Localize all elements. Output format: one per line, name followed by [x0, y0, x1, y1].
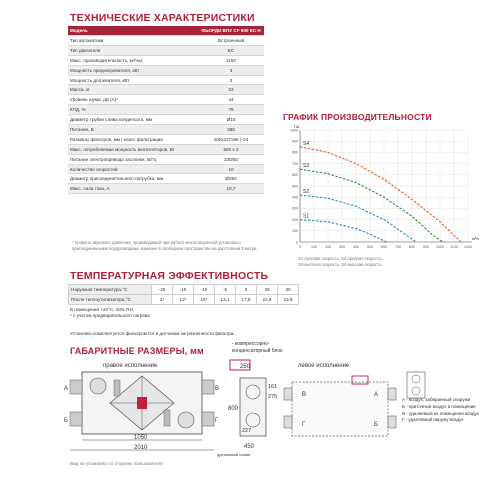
dimensions-title: ГАБАРИТНЫЕ РАЗМЕРЫ, мм — [70, 346, 204, 356]
chart-x-tick-label: 500 — [367, 245, 373, 249]
specs-row — [68, 75, 264, 85]
chart-series-label: S2 — [303, 188, 310, 195]
chart-y-tick-label: 200 — [292, 217, 298, 222]
chart-legend — [298, 256, 418, 268]
compressor-note-line: конденсаторный блок — [232, 347, 283, 354]
specs-row-label: Питание электропривода заслонки, В/Гц — [68, 154, 198, 164]
dim-1050: 1050 — [134, 435, 148, 441]
temperature-cell: 12* — [173, 295, 194, 305]
airflow-side-diagram — [403, 370, 437, 400]
dim-250: 250 — [240, 364, 251, 370]
temperature-note: В помещении +22°С, 20% RH. — [70, 307, 135, 312]
specs-row-label: Макс. потребляемая мощность вентиляторов, Вт — [68, 144, 198, 154]
temperature-notes — [70, 307, 150, 319]
chart-x-tick-label: 100 — [311, 245, 317, 249]
specs-row-label: Размеры фильтров, мм | класс фильтрации — [68, 134, 198, 144]
chart-y-tick-label: 300 — [292, 206, 298, 211]
chart-x-tick-label: 1000 — [436, 245, 444, 249]
airflow-legend-item: А - воздух, забираемый снаружи — [402, 397, 471, 402]
airflow-legend-item: В - удаляемый из помещения воздух — [402, 410, 479, 416]
specs-header-value: ФЬОРДИ ВПУ CF 900 EC H — [198, 26, 264, 36]
specs-row — [68, 134, 264, 144]
specs-row-label: Масса, кг — [68, 85, 198, 95]
temperature-cell: 22,9 — [257, 295, 278, 305]
airflow-legend-item: Б - приточный воздух в помещение — [402, 403, 476, 409]
chart-x-tick-label: 900 — [423, 245, 429, 249]
chart-x-tick-label: 1100 — [450, 245, 458, 249]
chart-y-axis-label: Па — [294, 124, 300, 129]
specs-footnote: * Уровень звукового давления, производимый при работе вентиляционной установки с присоединенными воздуховодами, измерен в свободном пространстве на расстоянии 3 метра. — [72, 240, 258, 251]
specs-row-value: Ø10 — [198, 115, 264, 125]
temperature-row-outside — [69, 285, 299, 295]
temperature-cell: -10 — [194, 285, 215, 295]
specs-row — [68, 105, 264, 115]
fan-icon — [90, 378, 106, 394]
specs-row-label: Питание, В — [68, 125, 198, 135]
specs-row — [68, 85, 264, 95]
specs-row-label: Тип автоматики — [68, 36, 198, 46]
chart-series-s2 — [300, 195, 416, 242]
specs-row — [68, 95, 264, 105]
specs-row-value: EC — [198, 45, 264, 55]
temperature-cell: 25 — [257, 285, 278, 295]
dim-2010: 2010 — [134, 445, 148, 451]
temperature-row-after — [69, 295, 299, 305]
airflow-legend — [402, 397, 479, 424]
specs-row — [68, 125, 264, 135]
specs-row-value: 3 — [198, 65, 264, 75]
specs-row-label: Мощность догревателя, кВт — [68, 75, 198, 85]
chart-series-label: S4 — [303, 140, 310, 147]
specs-row-label: Диаметр присоединительного патрубка, мм — [68, 174, 198, 184]
performance-chart — [278, 122, 488, 256]
specs-title: ТЕХНИЧЕСКИЕ ХАРАКТЕРИСТИКИ — [70, 12, 255, 24]
chart-x-tick-label: 600 — [381, 245, 387, 249]
chart-x-tick-label: 800 — [409, 245, 415, 249]
temperature-cell: -5 — [215, 285, 236, 295]
heater-element — [137, 397, 147, 409]
specs-row — [68, 55, 264, 65]
specs-header-row — [68, 26, 264, 36]
filter — [114, 380, 120, 396]
footer-note: Вид на установку со стороны пользователя — [70, 461, 163, 466]
dim-161: 161 — [268, 384, 277, 390]
fan-icon — [178, 412, 194, 428]
chart-x-axis-label: м³/ч — [472, 236, 480, 241]
specs-row — [68, 65, 264, 75]
compressor-note-line: - компрессорно- — [232, 341, 270, 347]
airflow-legend-item: Г - удаляемый наружу воздух — [402, 417, 464, 423]
specs-row-value: 400х227х88 | G4 — [198, 134, 264, 144]
filter — [164, 410, 170, 426]
chart-legend-line: S1-нулевая скорость, S2-средняя скорость, — [298, 256, 383, 261]
dim-letter-b: Б — [64, 418, 68, 424]
specs-row-value: 10,7 — [198, 184, 264, 194]
temperature-cell: 2* — [152, 295, 173, 305]
specs-row — [68, 144, 264, 154]
left-letter-v: В — [302, 392, 307, 398]
specs-row-value: 78 — [198, 105, 264, 115]
temperature-cell: 16* — [194, 295, 215, 305]
temperature-cell: 30 — [278, 285, 299, 295]
chart-y-tick-label: 500 — [292, 184, 298, 189]
specs-row — [68, 174, 264, 184]
chart-y-tick-label: 400 — [292, 195, 298, 200]
specs-row — [68, 154, 264, 164]
dim-letter-g: Г — [215, 418, 219, 424]
dim-letter-a: А — [64, 386, 69, 392]
drain-hose-label: дренажный шланг — [217, 452, 251, 457]
temperature-cell: 17,8 — [236, 295, 257, 305]
temperature-row-label: Наружная температура,°С — [69, 285, 152, 295]
specs-row-value: 500 х 2 — [198, 144, 264, 154]
temperature-cell: 13,1 — [215, 295, 236, 305]
right-version-label: правое исполнение — [103, 363, 158, 369]
specs-row-label: Макс. сила тока, А — [68, 184, 198, 194]
chart-y-tick-label: 1000 — [290, 128, 298, 133]
left-version-label: левое исполнение — [298, 363, 350, 369]
specs-row-label: Тип двигателя — [68, 45, 198, 55]
specs-row-label: Уровень шума, дБ (А)* — [68, 95, 198, 105]
specs-header-label: Модель — [68, 26, 198, 36]
filter-note: Установка комплектуется фильтром G4 и датчиком загрязненности фильтра. — [70, 331, 235, 336]
left-letter-g: Г — [302, 422, 306, 428]
temperature-table — [68, 284, 299, 305]
dim-227: 227 — [242, 428, 252, 434]
temperature-cell: 0 — [236, 285, 257, 295]
chart-legend-line: S3-высокая скорость, S4-высшая скорость — [298, 261, 382, 267]
temperature-title: ТЕМПЕРАТУРНАЯ ЭФФЕКТИВНОСТЬ — [70, 270, 269, 282]
chart-y-tick-label: 800 — [292, 150, 298, 155]
chart-series-s4 — [300, 147, 461, 242]
specs-row — [68, 115, 264, 125]
chart-series-label: S3 — [303, 163, 310, 170]
specs-row-value: Встроенный — [198, 36, 264, 46]
chart-y-tick-label: 0 — [296, 240, 298, 245]
specs-row-label: Количество скоростей — [68, 164, 198, 174]
chart-y-tick-label: 600 — [292, 173, 298, 178]
chart-lines — [300, 147, 461, 242]
chart-y-tick-label: 700 — [292, 161, 298, 166]
chart-x-tick-label: 200 — [325, 245, 331, 249]
specs-row-value: 10 — [198, 164, 264, 174]
chart-series-label: S1 — [303, 213, 310, 220]
specs-row-value: 3 — [198, 75, 264, 85]
left-letter-a: А — [374, 392, 379, 398]
specs-table — [68, 26, 264, 194]
specs-row-value: 53 — [198, 85, 264, 95]
specs-row — [68, 36, 264, 46]
specs-row-value: 44 — [198, 95, 264, 105]
specs-row-label: КПД, % — [68, 105, 198, 115]
dim-letter-v: В — [215, 386, 220, 392]
chart-series-s3 — [300, 169, 443, 242]
chart-title: ГРАФИК ПРОИЗВОДИТЕЛЬНОСТИ — [283, 112, 432, 122]
temperature-cell: -15 — [173, 285, 194, 295]
chart-x-tick-label: 1200 — [464, 245, 472, 249]
specs-row — [68, 45, 264, 55]
specs-row-value: 1150 — [198, 55, 264, 65]
chart-x-tick-label: 0 — [299, 245, 301, 249]
specs-row-label: Макс. производительность, м³/час — [68, 55, 198, 65]
temperature-row-label: После теплоутилизатора,°С — [69, 295, 152, 305]
chart-labels — [290, 124, 479, 249]
chart-y-tick-label: 100 — [292, 229, 298, 234]
specs-row-value: Ø250 — [198, 174, 264, 184]
specs-row-label: Мощность преднагревателя, кВт — [68, 65, 198, 75]
right-version-drawing — [62, 352, 277, 458]
chart-x-tick-label: 300 — [339, 245, 345, 249]
chart-x-tick-label: 700 — [395, 245, 401, 249]
temperature-cell: 23,9 — [278, 295, 299, 305]
left-version-drawing — [282, 372, 402, 454]
dim-450: 450 — [244, 444, 255, 450]
specs-row — [68, 164, 264, 174]
dim-800: 800 — [228, 406, 239, 412]
specs-row-value: 380 — [198, 125, 264, 135]
specs-row-label: Диаметр трубки слива конденсата, мм — [68, 115, 198, 125]
temperature-cell: -25 — [152, 285, 173, 295]
dim-275: 275 — [268, 394, 277, 400]
temperature-note: * с учетом предварительного нагрева — [70, 313, 150, 318]
chart-x-tick-label: 400 — [353, 245, 359, 249]
specs-row-value: 230/50 — [198, 154, 264, 164]
chart-y-tick-label: 900 — [292, 139, 298, 144]
specs-row — [68, 184, 264, 194]
left-letter-b: Б — [374, 422, 378, 428]
